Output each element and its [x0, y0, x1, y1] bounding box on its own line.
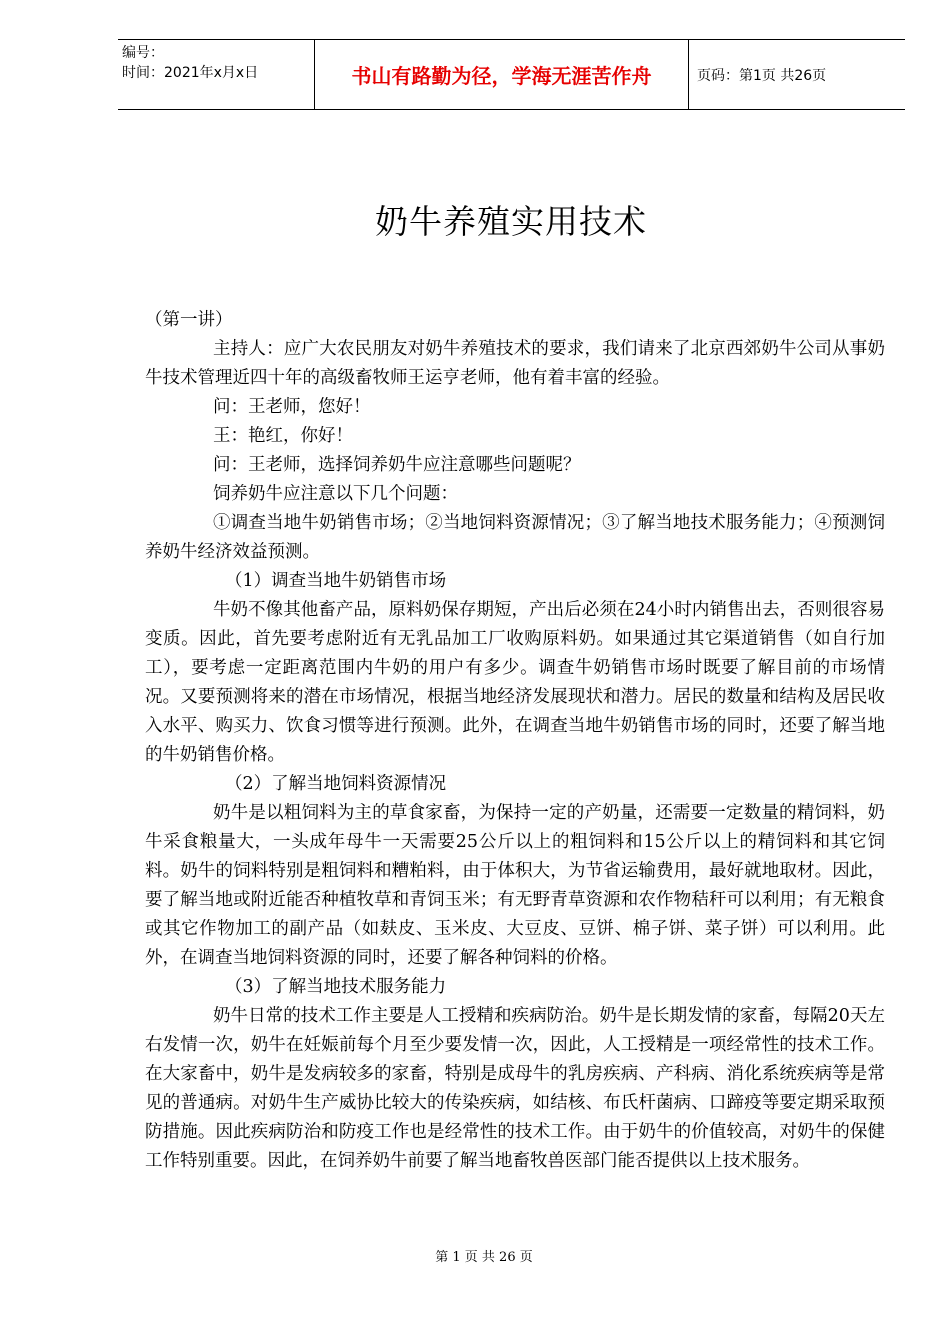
section-text: 奶牛日常的技术工作主要是人工授精和疾病防治。奶牛是长期发情的家畜，每隔20天左右发情一次，奶牛在妊娠前每个月至少要发情一次，因此，人工授精是一项经常性的技术工作。在大家畜中，奶牛是发病较多的家畜，特别是成母牛的乳房疾病、产科病、消化系统疾病等是常见的普通病。对奶牛生产威协比较大的传染疾病，如结核、布氏杆菌病、口蹄疫等要定期采取预防措施。因此疾病防治和防疫工作也是经常性的技术工作。由于奶牛的价值较高，对奶牛的保健工作特别重要。因此，在饲养奶牛前要了解当地畜牧兽医部门能否提供以上技术服务。	[145, 1006, 885, 1171]
page-footer: 第 1 页 共 26 页	[435, 1250, 533, 1265]
document-body	[145, 306, 885, 1176]
header-page-info: 页码：第1页 共26页	[697, 67, 827, 84]
section-heading: （1）调查当地牛奶销售市场	[225, 571, 447, 591]
section-heading: （2）了解当地饲料资源情况	[225, 774, 447, 794]
paragraph: 问：王老师，您好！	[213, 397, 371, 417]
section-heading: （3）了解当地技术服务能力	[225, 977, 447, 997]
section-text: 奶牛是以粗饲料为主的草食家畜，为保持一定的产奶量，还需要一定数量的精饲料，奶牛采食粮量大，一头成年母牛一天需要25公斤以上的粗饲料和15公斤以上的精饲料和其它饲料。奶牛的饲料特别是粗饲料和糟粕料，由于体积大，为节省运输费用，最好就地取材。因此，要了解当地或附近能否种植牧草和青饲玉米；有无野青草资源和农作物秸秆可以利用；有无粮食或其它作物加工的副产品（如麸皮、玉米皮、大豆皮、豆饼、棉子饼、菜子饼）可以利用。此外，在调查当地饲料资源的同时，还要了解各种饲料的价格。	[145, 803, 885, 968]
paragraph: 问：王老师，选择饲养奶牛应注意哪些问题呢？	[213, 455, 581, 475]
section-text: 牛奶不像其他畜产品，原料奶保存期短，产出后必须在24小时内销售出去，否则很容易变质。因此，首先要考虑附近有无乳品加工厂收购原料奶。如果通过其它渠道销售（如自行加工），要考虑一定距离范围内牛奶的用户有多少。调查牛奶销售市场时既要了解目前的市场情况。又要预测将来的潜在市场情况，根据当地经济发展现状和潜力。居民的数量和结构及居民收入水平、购买力、饮食习惯等进行预测。此外，在调查当地牛奶销售市场的同时，还要了解当地的牛奶销售价格。	[145, 600, 885, 765]
header-meta	[118, 40, 315, 109]
document-title: 奶牛养殖实用技术	[375, 202, 647, 241]
time-label: 时间：2021年x月x日	[122, 65, 259, 81]
paragraph: 王：艳红，你好！	[213, 426, 353, 446]
paragraph: 饲养奶牛应注意以下几个问题：	[213, 484, 458, 504]
header-motto: 书山有路勤为径，学海无涯苦作舟	[315, 40, 689, 109]
number-label: 编号：	[122, 45, 164, 61]
document-header	[118, 39, 905, 110]
paragraph: 主持人：应广大农民朋友对奶牛养殖技术的要求，我们请来了北京西郊奶牛公司从事奶牛技术管理近四十年的高级畜牧师王运亨老师，他有着丰富的经验。	[145, 339, 885, 388]
lecture-label: （第一讲）	[145, 310, 233, 330]
paragraph: ①调查当地牛奶销售市场；②当地饲料资源情况；③了解当地技术服务能力；④预测饲养奶牛经济效益预测。	[145, 513, 885, 562]
